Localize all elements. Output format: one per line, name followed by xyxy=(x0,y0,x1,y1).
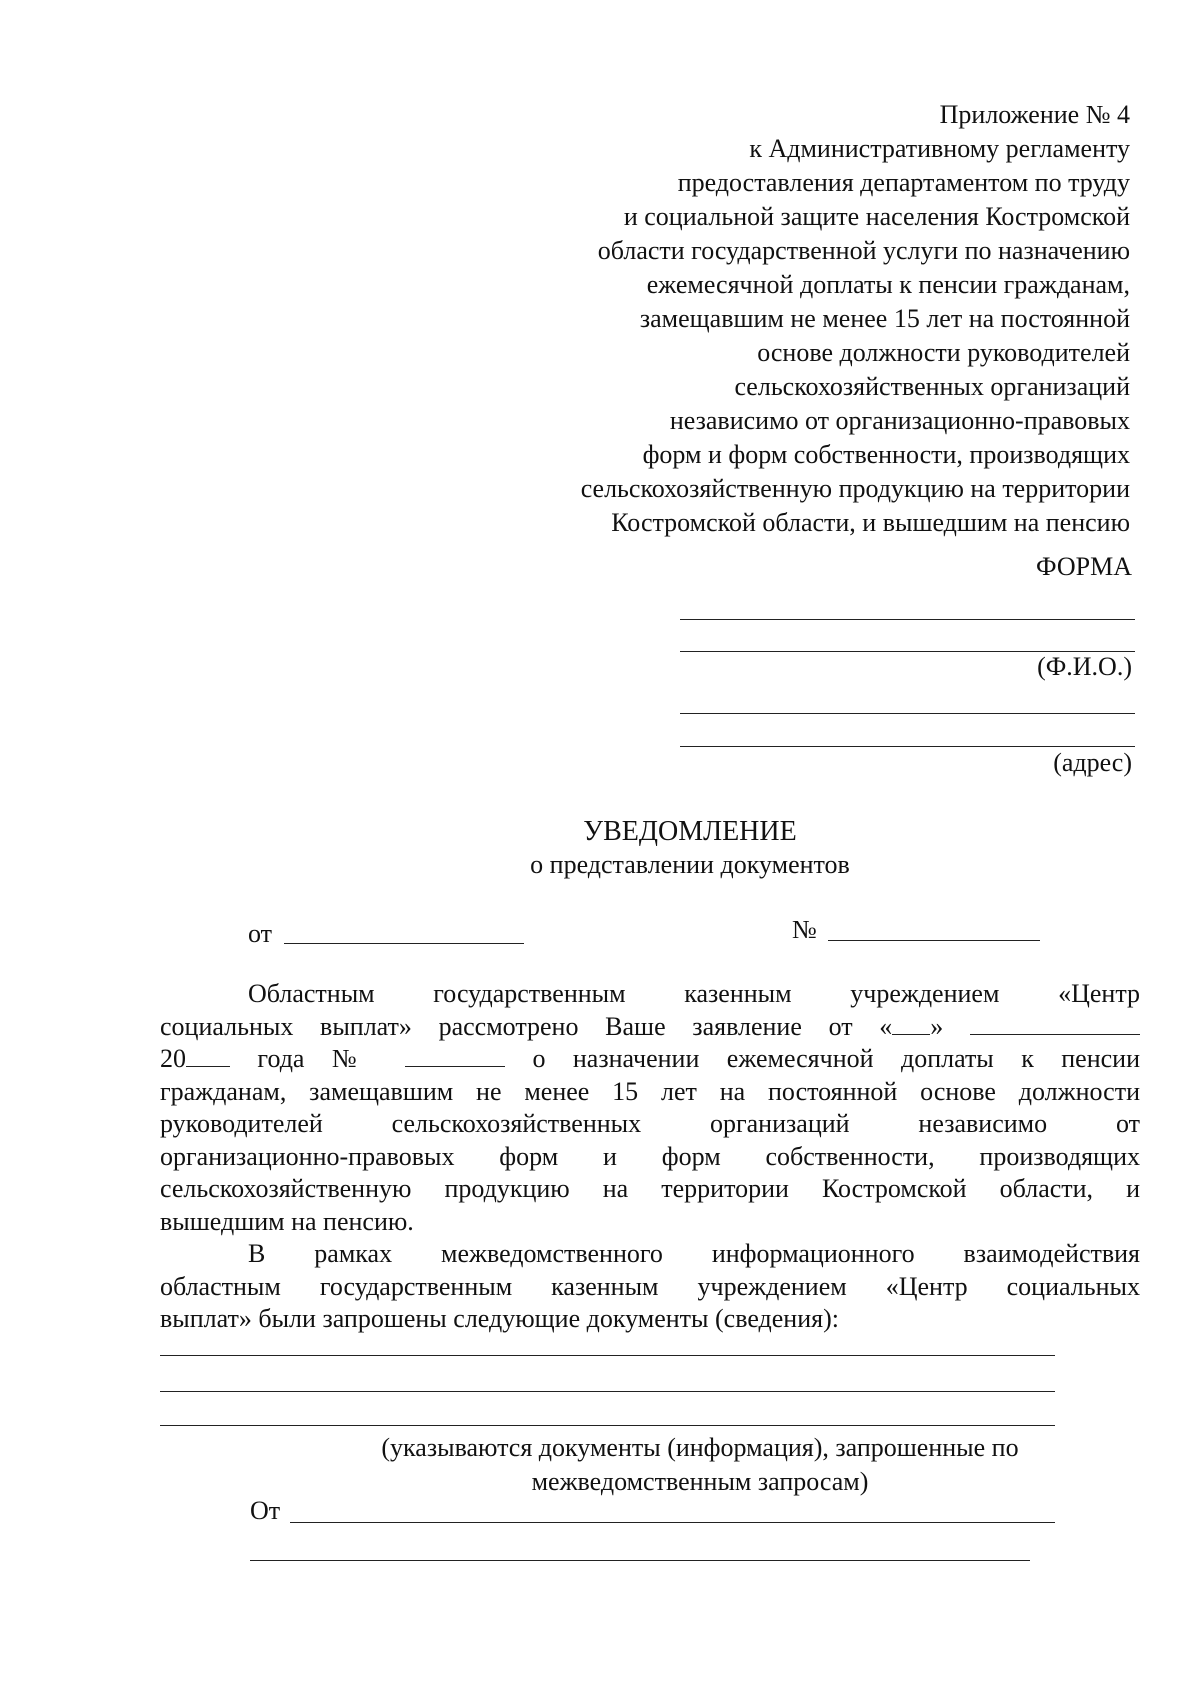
date-label: от xyxy=(248,919,273,948)
appendix-line: Костромской области, и вышедшим на пенсию xyxy=(611,508,1130,537)
year-field[interactable] xyxy=(186,1044,230,1067)
paragraph-review xyxy=(160,978,1140,1238)
appendix-line: сельскохозяйственных организаций xyxy=(734,372,1130,401)
appendix-header xyxy=(490,98,1130,540)
fio-caption: (Ф.И.О.) xyxy=(1037,652,1132,681)
address-field-line-1[interactable] xyxy=(680,713,1135,714)
from-field-line-1[interactable] xyxy=(290,1522,1055,1523)
appendix-line: ежемесячной доплаты к пенсии гражданам, xyxy=(646,270,1130,299)
number-label: № xyxy=(792,915,817,944)
fio-field-line-1[interactable] xyxy=(680,619,1135,620)
notice-subtitle: о представлении документов xyxy=(530,850,850,879)
paragraph-line: вышедшим на пенсию. xyxy=(160,1206,414,1236)
address-field-line-2[interactable] xyxy=(680,746,1135,747)
appendix-line: форм и форм собственности, производящих xyxy=(642,440,1130,469)
documents-field-line-1[interactable] xyxy=(160,1355,1055,1356)
note-line: (указываются документы (информация), запрошенные по xyxy=(381,1433,1019,1462)
paragraph-line: выплат» были запрошены следующие документы (сведения): xyxy=(160,1304,839,1333)
appendix-line: к Административному регламенту xyxy=(749,134,1130,163)
documents-field-line-2[interactable] xyxy=(160,1391,1055,1392)
text-fragment: » xyxy=(930,1011,944,1041)
documents-field-line-3[interactable] xyxy=(160,1425,1055,1426)
appendix-line: и социальной защите населения Костромской xyxy=(623,202,1130,231)
paragraph-requested-documents xyxy=(160,1238,1140,1336)
day-field[interactable] xyxy=(892,1012,930,1035)
paragraph-line: руководителей сельскохозяйственных организаций независимо от xyxy=(160,1109,1140,1138)
application-number-field[interactable] xyxy=(405,1044,505,1067)
note-line: межведомственным запросам) xyxy=(531,1467,869,1496)
number-field-line[interactable] xyxy=(828,940,1040,941)
address-caption: (адрес) xyxy=(1053,748,1132,777)
text-fragment: 20 xyxy=(160,1044,186,1073)
appendix-line: замещавшим не менее 15 лет на постоянной xyxy=(639,304,1130,333)
paragraph-line: В рамках межведомственного информационного взаимодействия xyxy=(248,1239,1140,1268)
appendix-line: области государственной услуги по назначению xyxy=(597,236,1130,265)
paragraph-line: организационно-правовых форм и форм собственности, производящих xyxy=(160,1141,1140,1171)
appendix-line: основе должности руководителей xyxy=(757,338,1130,367)
date-field-line[interactable] xyxy=(284,943,524,944)
paragraph-line: сельскохозяйственную продукцию на территории Костромской области, и xyxy=(160,1174,1140,1203)
text-fragment: года № xyxy=(257,1044,378,1073)
appendix-line: независимо от организационно-правовых xyxy=(669,406,1130,435)
paragraph-line: Областным государственным казенным учреждением «Центр xyxy=(248,979,1140,1008)
paragraph-line xyxy=(160,1043,1140,1076)
paragraph-line: гражданам, замещавшим не менее 15 лет на постоянной основе должности xyxy=(160,1076,1140,1106)
appendix-line: сельскохозяйственную продукцию на территории xyxy=(580,474,1130,503)
paragraph-line: областным государственным казенным учреждением «Центр социальных xyxy=(160,1271,1140,1301)
text-fragment: социальных выплат» рассмотрено Ваше заявление от « xyxy=(160,1011,893,1041)
appendix-line: предоставления департаментом по труду xyxy=(677,168,1130,197)
documents-note xyxy=(300,1431,1100,1499)
from-field-line-2[interactable] xyxy=(250,1560,1030,1561)
notice-title: УВЕДОМЛЕНИЕ xyxy=(583,816,797,847)
from-label: От xyxy=(250,1496,281,1525)
appendix-line: Приложение № 4 xyxy=(939,100,1130,129)
paragraph-line xyxy=(160,1011,1140,1044)
text-fragment: о назначении ежемесячной доплаты к пенсии xyxy=(532,1044,1140,1073)
month-field[interactable] xyxy=(970,1012,1140,1035)
form-label: ФОРМА xyxy=(1036,552,1132,581)
